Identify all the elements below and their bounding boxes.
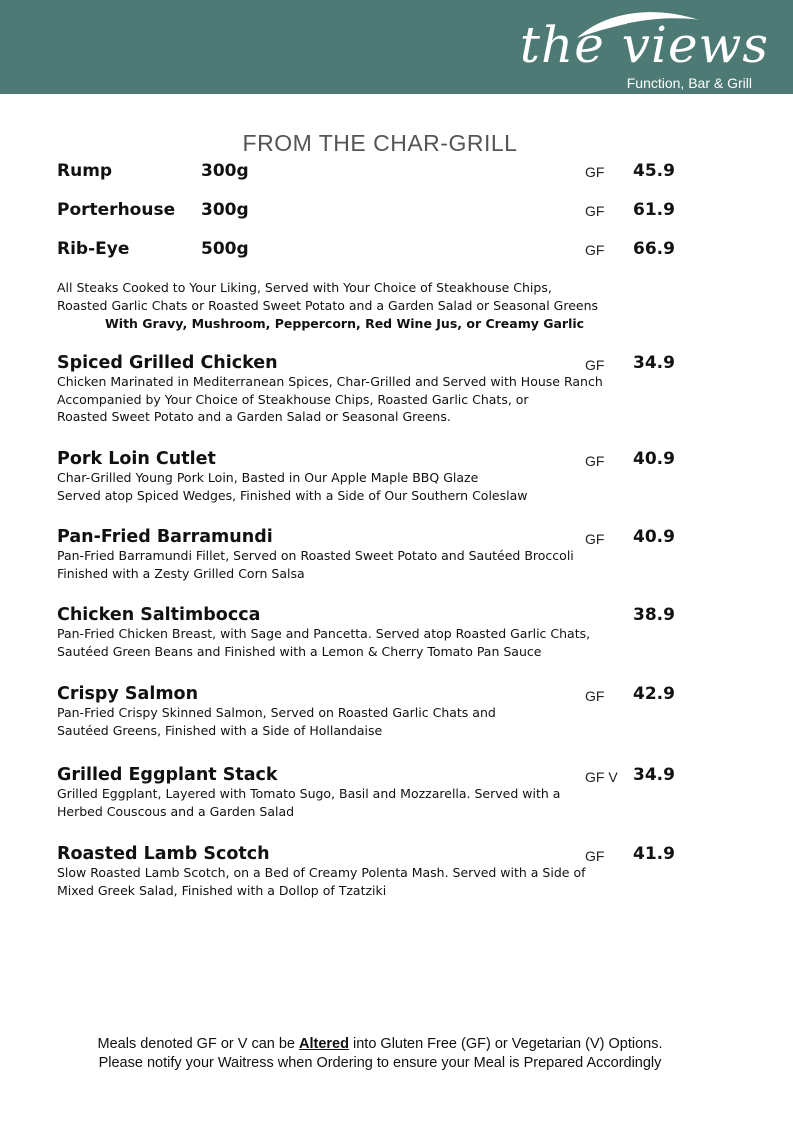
dish-description bbox=[57, 469, 687, 504]
price: 42.9 bbox=[633, 684, 675, 704]
description-line: Accompanied by Your Choice of Steakhouse Chips, Roasted Garlic Chats, or bbox=[57, 391, 529, 407]
description-line: Pan-Fried Barramundi Fillet, Served on Roasted Sweet Potato and Sautéed Broccoli bbox=[57, 548, 574, 563]
description-line: Pan-Fried Chicken Breast, with Sage and Pancetta. Served atop Roasted Garlic Chats, bbox=[57, 626, 591, 641]
the-views-logo bbox=[507, 8, 775, 90]
dietary-tag: GF V bbox=[585, 769, 618, 785]
dish-description bbox=[57, 704, 687, 739]
description-line: Sautéed Green Beans and Finished with a Lemon & Cherry Tomato Pan Sauce bbox=[57, 643, 542, 659]
footer-text: into Gluten Free (GF) or Vegetarian (V) Options. bbox=[348, 1036, 663, 1052]
dietary-tag: GF bbox=[585, 531, 605, 547]
footer-emphasis: Altered bbox=[299, 1036, 349, 1052]
description-line: Finished with a Zesty Grilled Corn Salsa bbox=[57, 565, 305, 581]
footer-line bbox=[0, 1035, 760, 1054]
dish-description bbox=[57, 625, 687, 660]
dietary-tag: GF bbox=[585, 688, 605, 704]
dish-grilled-eggplant-stack bbox=[57, 765, 687, 820]
header-band bbox=[0, 0, 793, 94]
price: 34.9 bbox=[633, 353, 675, 373]
steak-weight: 300g bbox=[201, 200, 249, 220]
dish-name: Chicken Saltimbocca bbox=[57, 605, 261, 625]
dish-name: Grilled Eggplant Stack bbox=[57, 765, 278, 785]
dish-pan-fried-barramundi bbox=[57, 527, 687, 582]
steak-note-line: All Steaks Cooked to Your Liking, Served with Your Choice of Steakhouse Chips, bbox=[57, 280, 552, 295]
price: 38.9 bbox=[633, 605, 675, 625]
dish-name: Pork Loin Cutlet bbox=[57, 449, 216, 469]
dish-pork-loin-cutlet bbox=[57, 449, 687, 504]
steak-row-rib-eye bbox=[57, 239, 687, 263]
description-line: Herbed Couscous and a Garden Salad bbox=[57, 803, 295, 819]
dish-description bbox=[57, 547, 687, 582]
section-title: FROM THE CHAR-GRILL bbox=[242, 130, 518, 156]
steak-note-line: Roasted Garlic Chats or Roasted Sweet Potato and a Garden Salad or Seasonal Greens bbox=[57, 298, 599, 313]
steak-note bbox=[57, 279, 657, 333]
dietary-tag: GF bbox=[585, 453, 605, 469]
footer-text: Meals denoted GF or V can be bbox=[97, 1036, 300, 1052]
dietary-tag: GF bbox=[585, 357, 605, 373]
steak-name: Porterhouse bbox=[57, 200, 176, 220]
price: 45.9 bbox=[633, 161, 675, 181]
dish-name: Crispy Salmon bbox=[57, 684, 199, 704]
dish-chicken-saltimbocca bbox=[57, 605, 687, 660]
dish-crispy-salmon bbox=[57, 684, 687, 739]
dish-roasted-lamb-scotch bbox=[57, 844, 687, 899]
price: 41.9 bbox=[633, 844, 675, 864]
description-line: Slow Roasted Lamb Scotch, on a Bed of Creamy Polenta Mash. Served with a Side of bbox=[57, 865, 586, 880]
steak-name: Rib-Eye bbox=[57, 239, 130, 259]
description-line: Roasted Sweet Potato and a Garden Salad or Seasonal Greens. bbox=[57, 409, 451, 424]
description-line: Served atop Spiced Wedges, Finished with a Side of Our Southern Coleslaw bbox=[57, 487, 528, 503]
dish-name: Pan-Fried Barramundi bbox=[57, 527, 273, 547]
description-line: Grilled Eggplant, Layered with Tomato Sugo, Basil and Mozzarella. Served with a bbox=[57, 786, 561, 801]
steak-row-porterhouse bbox=[57, 200, 687, 224]
dish-name: Roasted Lamb Scotch bbox=[57, 844, 270, 864]
price: 40.9 bbox=[633, 527, 675, 547]
price: 66.9 bbox=[633, 239, 675, 259]
description-line: Pan-Fried Crispy Skinned Salmon, Served on Roasted Garlic Chats and bbox=[57, 705, 496, 720]
price: 61.9 bbox=[633, 200, 675, 220]
description-line: Chicken Marinated in Mediterranean Spices, Char-Grilled and Served with House Ranch bbox=[57, 374, 603, 389]
steak-row-rump bbox=[57, 161, 687, 185]
dish-description bbox=[57, 864, 687, 899]
dish-name: Spiced Grilled Chicken bbox=[57, 353, 278, 373]
price: 40.9 bbox=[633, 449, 675, 469]
dietary-tag: GF bbox=[585, 164, 605, 180]
logo-tagline: Function, Bar & Grill bbox=[626, 75, 752, 91]
footer-line: Please notify your Waitress when Ordering to ensure your Meal is Prepared Accordingly bbox=[98, 1055, 662, 1071]
description-line: Char-Grilled Young Pork Loin, Basted in Our Apple Maple BBQ Glaze bbox=[57, 470, 479, 485]
dietary-footer-note bbox=[0, 1035, 760, 1073]
sauce-options: With Gravy, Mushroom, Peppercorn, Red Wine Jus, or Creamy Garlic bbox=[105, 316, 585, 331]
price: 34.9 bbox=[633, 765, 675, 785]
dietary-tag: GF bbox=[585, 242, 605, 258]
dish-description bbox=[57, 373, 687, 426]
dietary-tag: GF bbox=[585, 848, 605, 864]
steak-weight: 300g bbox=[201, 161, 249, 181]
description-line: Mixed Greek Salad, Finished with a Dollop of Tzatziki bbox=[57, 882, 387, 898]
logo-script: the views bbox=[519, 16, 769, 74]
steak-name: Rump bbox=[57, 161, 113, 181]
dietary-tag: GF bbox=[585, 203, 605, 219]
description-line: Sautéed Greens, Finished with a Side of Hollandaise bbox=[57, 722, 383, 738]
dish-spiced-grilled-chicken bbox=[57, 353, 687, 426]
dish-description bbox=[57, 785, 687, 820]
steak-weight: 500g bbox=[201, 239, 249, 259]
